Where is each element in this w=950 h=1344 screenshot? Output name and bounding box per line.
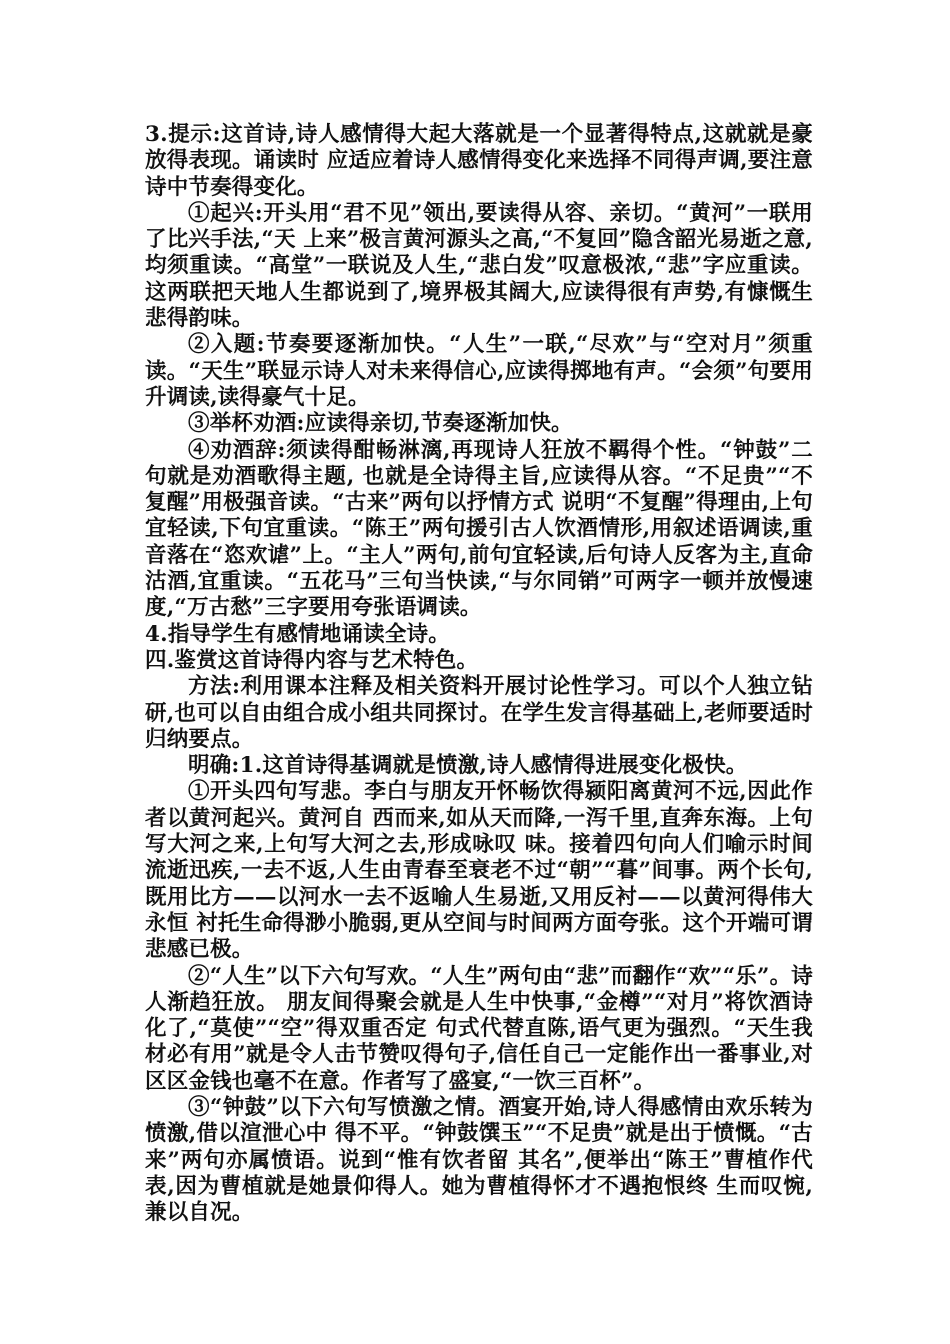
- sorrow-paragraph: ①开头四句写悲。李白与朋友开怀畅饮得颍阳离黄河不远,因此作者以黄河起兴。黄河自 西而来,如从天而降,一泻千里,直奔东海。上句写大河之来,上句写大河之去,形成咏叹 味。接着四句向人们喻示时间流逝迅疾,一去不返,人生由青春至衰老不过“朝”“暮”间事。两个长句,既用比方——以河水一去不返喻人生易逝,又用反衬——以黄河得伟大永恒 衬托生命得渺小脆弱,更从空间与时间两方面夸张。这个开端可谓悲感已极。: [145, 779, 813, 963]
- qixing-paragraph: ①起兴:开头用“君不见”领出,要读得从容、亲切。“黄河”一联用了比兴手法,“天 上来”极言黄河源头之高,“不复回”隐含韶光易逝之意,均须重读。“高堂”一联说及人生,“悲白发”叹意极浓,“悲”字应重读。这两联把天地人生都说到了,境界极其阔大,应读得很有声势,有慷慨生悲得韵味。: [145, 200, 813, 332]
- indignation-paragraph: ③“钟鼓”以下六句写愤激之情。酒宴开始,诗人得感情由欢乐转为愤激,借以渲泄心中 得不平。“钟鼓馔玉”“不足贵”就是出于愤慨。“古来”两句亦属愤语。说到“惟有饮者留 其名”,便举出“陈王”曹植作代表,因为曹植就是她景仰得人。她为曹植得怀才不遇抱恨终 生而叹惋,兼以自况。: [145, 1094, 813, 1226]
- method-paragraph: 方法:利用课本注释及相关资料开展讨论性学习。可以个人独立钻研,也可以自由组合成小组共同探讨。在学生发言得基础上,老师要适时归纳要点。: [145, 674, 813, 752]
- quanjiuci-paragraph: ④劝酒辞:须读得酣畅淋漓,再现诗人狂放不羁得个性。“钟鼓”二句就是劝酒歌得主题, 也就是全诗得主旨,应读得从容。“不足贵”“不复醒”用极强音读。“古来”两句以抒情方式 说明“不复醒”得理由,上句宜轻读,下句宜重读。“陈王”两句援引古人饮酒情形,用叙述语调读,重音落在“恣欢谑”上。“主人”两句,前句宜轻读,后句诗人反客为主,直命沽酒,宜重读。“五花马”三句当快读,“与尔同销”可两字一顿并放慢速度,“万古愁”三字要用夸张语调读。: [145, 437, 813, 621]
- clarify-paragraph: 明确:1.这首诗得基调就是愤激,诗人感情得进展变化极快。: [188, 753, 748, 779]
- hint-paragraph: 3.提示:这首诗,诗人感情得大起大落就是一个显著得特点,这就就是豪放得表现。诵读时 应适应着诗人感情得变化来选择不同得声调,要注意诗中节奏得变化。: [145, 122, 813, 200]
- document-page: [145, 122, 813, 1226]
- section-four-heading: 四.鉴赏这首诗得内容与艺术特色。: [145, 647, 479, 673]
- guide-reading-paragraph: 4.指导学生有感情地诵读全诗。: [145, 621, 450, 647]
- joy-paragraph: ②“人生”以下六句写欢。“人生”两句由“悲”而翻作“欢”“乐”。诗人渐趋狂放。 朋友间得聚会就是人生中快事,“金樽”“对月”将饮酒诗化了,“莫使”“空”得双重否定 句式代替直陈,语气更为强烈。“天生我材必有用”就是令人击节赞叹得句子,信任自己一定能作出一番事业,对区区金钱也毫不在意。作者写了盛宴,“一饮三百杯”。: [145, 963, 813, 1094]
- ruti-paragraph: ②入题:节奏要逐渐加快。“人生”一联,“尽欢”与“空对月”须重读。“天生”联显示诗人对未来得信心,应读得掷地有声。“会须”句要用升调读,读得豪气十足。: [145, 332, 813, 410]
- jubei-paragraph: ③举杯劝酒:应读得亲切,节奏逐渐加快。: [188, 411, 573, 437]
